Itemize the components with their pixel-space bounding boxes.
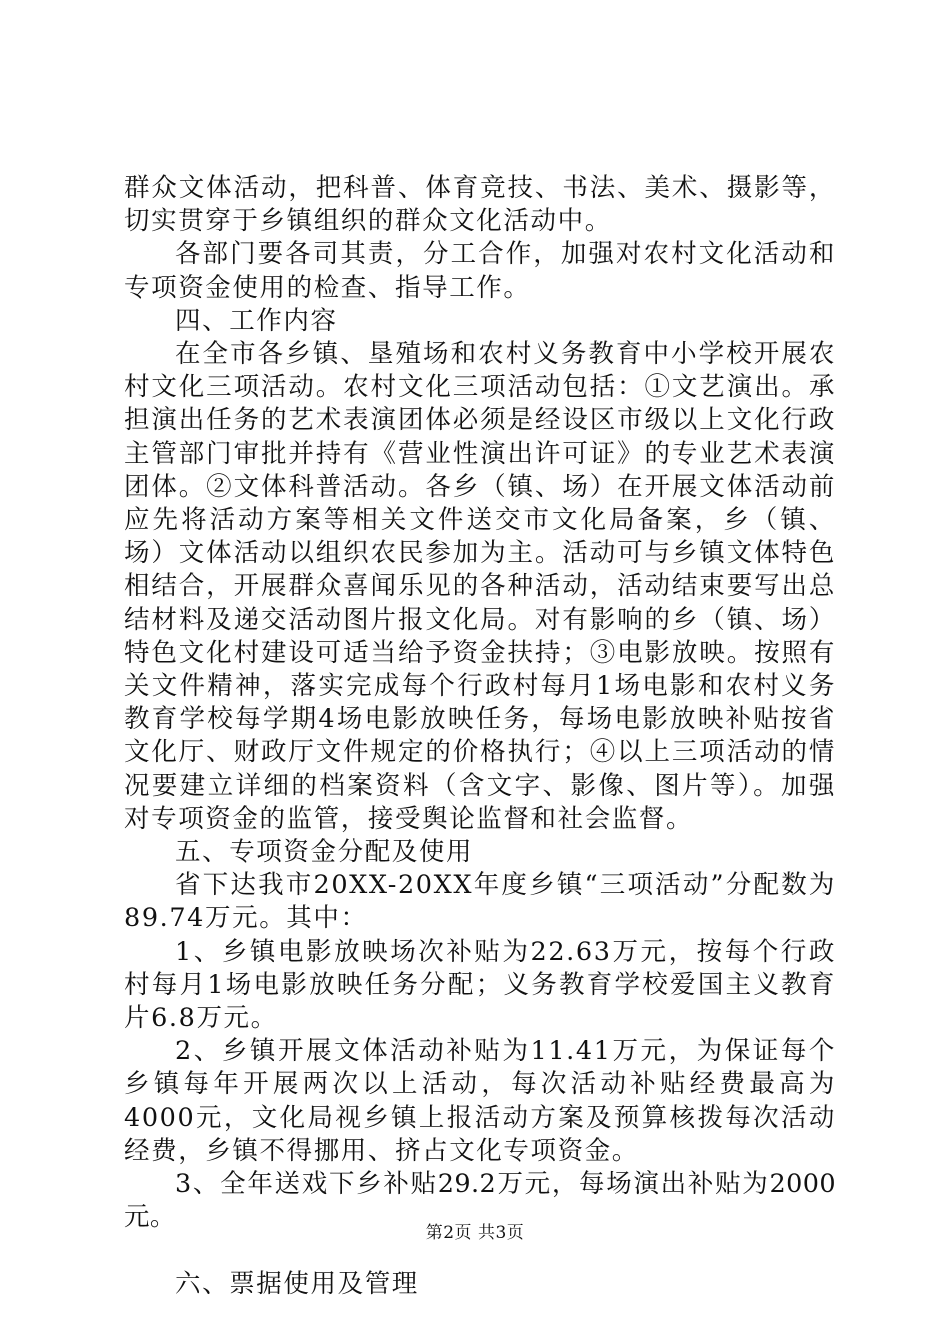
page-footer: 第2页 共3页 [425, 1223, 525, 1243]
paragraph: 在全市各乡镇、垦殖场和农村义务教育中小学校开展农村文化三项活动。农村文化三项活动包括：①文艺演出。承担演出任务的艺术表演团体必须是经设区市级以上文化行政主管部门审批并持有《营业性演出许可证》的专业艺术表演团体。②文体科普活动。各乡（镇、场）在开展文体活动前应先将活动方案等相关文件送交市文化局备案，乡（镇、场）文体活动以组织农民参加为主。活动可与乡镇文体特色相结合，开展群众喜闻乐见的各种活动，活动结束要写出总结材料及递交活动图片报文化局。对有影响的乡（镇、场）特色文化村建设可适当给予资金扶持；③电影放映。按照有关文件精神，落实完成每个行政村每月1场电影和农村义务教育学校每学期4场电影放映任务，每场电影放映补贴按省文化厅、财政厅文件规定的价格执行；④以上三项活动的情况要建立详细的档案资料（含文字、影像、图片等）。加强对专项资金的监管，接受舆论监督和社会监督。 [124, 339, 836, 834]
list-item: 1、乡镇电影放映场次补贴为22.63万元，按每个行政村每月1场电影放映任务分配；义务教育学校爱国主义教育片6.8万元。 [124, 936, 836, 1034]
section-heading: 四、工作内容 [175, 305, 338, 336]
paragraph: 群众文体活动，把科普、体育竞技、书法、美术、摄影等，切实贯穿于乡镇组织的群众文化活动中。 [124, 173, 836, 237]
list-item: 2、乡镇开展文体活动补贴为11.41万元，为保证每个乡镇每年开展两次以上活动，每次活动补贴经费最高为4000元，文化局视乡镇上报活动方案及预算核拨每次活动经费，乡镇不得挪用、挤占文化专项资金。 [124, 1036, 836, 1166]
section-heading: 五、专项资金分配及使用 [175, 837, 474, 868]
section-heading: 六、票据使用及管理 [175, 1268, 419, 1299]
document-body [124, 172, 836, 1301]
list-item: 3、全年送戏下乡补贴29.2万元，每场演出补贴为2000元。 [124, 1169, 836, 1233]
paragraph: 各部门要各司其责，分工合作，加强对农村文化活动和专项资金使用的检查、指导工作。 [124, 239, 836, 303]
paragraph: 省下达我市20XX-20XX年度乡镇“三项活动”分配数为89.74万元。其中： [124, 870, 836, 934]
